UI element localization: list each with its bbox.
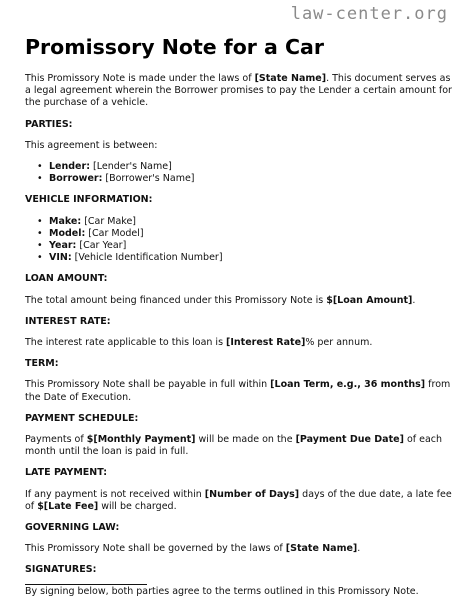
parties-list [25,161,453,185]
term-heading: TERM: [25,358,59,370]
list-item-value: [Car Model] [85,227,144,239]
loan-amount-placeholder: $[Loan Amount] [326,294,413,306]
list-item [49,228,453,240]
list-item [49,240,453,252]
interest-text-end: % per annum. [305,337,373,349]
signature-line [25,584,147,585]
intro-text: This Promissory Note is made under the laws of [25,73,255,84]
governing-heading: GOVERNING LAW: [25,522,120,534]
late-paragraph [25,489,453,513]
schedule-text-mid: will be made on the [195,434,296,446]
late-text-end: will be charged. [98,500,177,512]
due-date-placeholder: [Payment Due Date] [295,434,404,446]
signatures-heading: SIGNATURES: [25,564,97,576]
list-item-label: Lender: [49,161,90,173]
signatures-paragraph: By signing below, both parties agree to the terms outlined in this Promissory Note. [25,585,419,597]
loan-text-end: . [412,294,416,306]
late-text: If any payment is not received within [25,488,205,500]
interest-text: The interest rate applicable to this loan is [25,337,227,349]
interest-rate-placeholder: [Interest Rate] [226,337,306,349]
late-fee-placeholder: $[Late Fee] [37,500,99,512]
monthly-payment-placeholder: $[Monthly Payment] [86,434,196,446]
vehicle-heading: VEHICLE INFORMATION: [25,194,153,206]
term-text: This Promissory Note shall be payable in full within [25,379,271,391]
list-item-value: [Vehicle Identification Number] [71,252,223,264]
list-item-label: Year: [49,240,77,252]
list-item-value: [Borrower's Name] [102,173,195,185]
loan-text: The total amount being financed under this Promissory Note is [25,294,327,306]
parties-text: This agreement is between: [25,139,158,151]
list-item-label: Borrower: [49,173,103,185]
governing-paragraph [25,543,453,555]
list-item [49,161,453,173]
list-item-value: [Car Year] [76,240,127,252]
list-item-value: [Lender's Name] [90,161,172,173]
schedule-text-end: of each month until the loan is paid in full. [25,434,443,458]
schedule-heading: PAYMENT SCHEDULE: [25,412,139,424]
intro-paragraph [25,73,453,110]
list-item [49,173,453,185]
document-body [25,35,453,607]
interest-paragraph [25,337,453,349]
schedule-text: Payments of [25,434,87,446]
loan-term-placeholder: [Loan Term, e.g., 36 months] [270,379,426,391]
term-paragraph [25,379,453,403]
days-placeholder: [Number of Days] [204,488,300,500]
loan-heading: LOAN AMOUNT: [25,273,108,285]
governing-state-placeholder: [State Name] [285,543,358,555]
list-item-value: [Car Make] [81,215,137,227]
document-title: Promissory Note for a Car [25,35,324,59]
governing-text-end: . [357,543,361,555]
vehicle-list [25,216,453,265]
intro-text-rest: . This document serves as a legal agreement wherein the Borrower promises to pay the Lender a certain amount for the purchase of a vehicle. [25,73,452,109]
loan-paragraph [25,295,453,307]
list-item [49,216,453,228]
late-text-mid: days of the due date, a late fee of [25,488,452,512]
list-item-label: VIN: [49,252,72,264]
list-item [49,252,453,264]
intro-state-placeholder: [State Name] [254,73,327,84]
parties-heading: PARTIES: [25,118,73,130]
late-heading: LATE PAYMENT: [25,467,108,479]
schedule-paragraph [25,434,453,458]
list-item-label: Make: [49,215,82,227]
term-text-end: from the Date of Execution. [25,379,451,403]
site-watermark: law-center.org [290,4,448,24]
interest-heading: INTEREST RATE: [25,315,111,327]
list-item-label: Model: [49,227,86,239]
governing-text: This Promissory Note shall be governed by the laws of [25,543,286,555]
